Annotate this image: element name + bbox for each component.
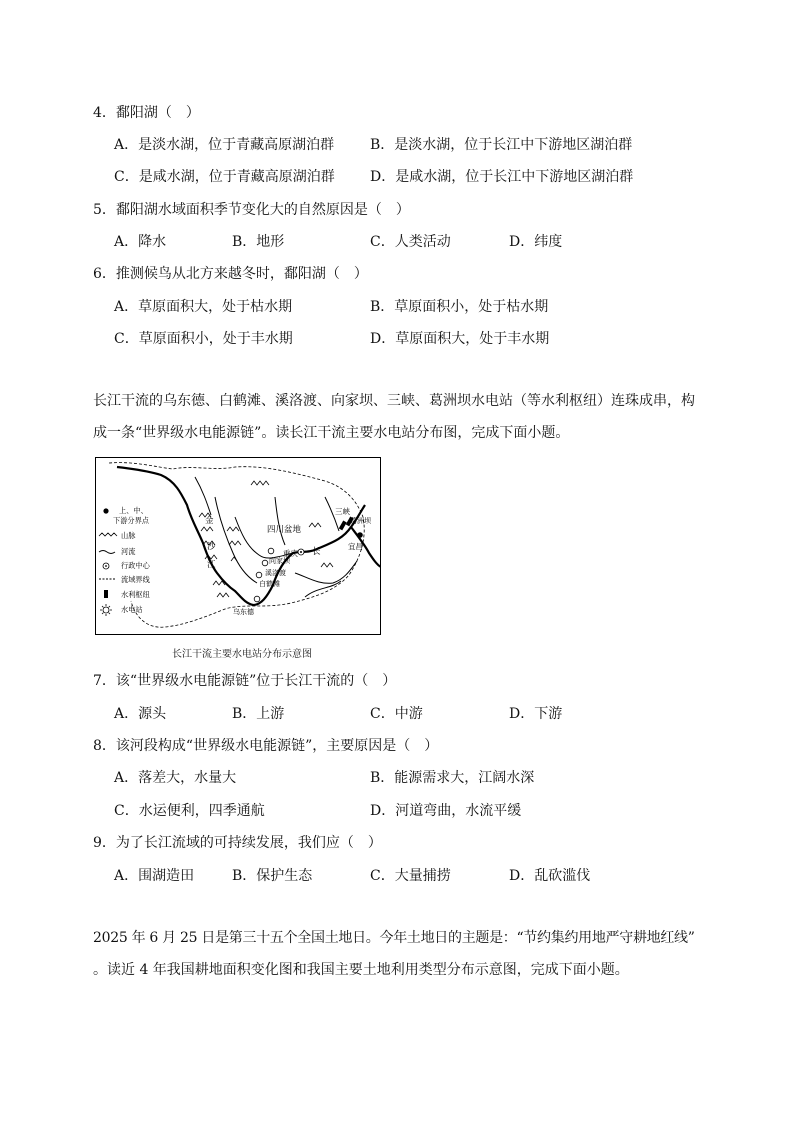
passage-land-day-line-2: 。读近 4 年我国耕地面积变化图和我国主要土地利用类型分布示意图，完成下面小题。 (93, 962, 629, 978)
question-6-option-c[interactable]: C．草原面积小，处于丰水期 (114, 331, 293, 347)
question-4-option-b[interactable]: B．是淡水湖，位于长江中下游地区湖泊群 (370, 137, 633, 153)
question-8-stem: 8．该河段构成“世界级水电能源链”，主要原因是（ ） (93, 738, 439, 754)
label-gezhouba: 葛洲坝 (350, 517, 371, 525)
station-baihetan-marker (256, 572, 262, 578)
question-4-stem: 4．鄱阳湖（ ） (93, 105, 200, 121)
passage-hydropower-line-2: 成一条“世界级水电能源链”。读长江干流主要水电站分布图，完成下面小题。 (93, 425, 570, 441)
question-9-option-a[interactable]: A．围湖造田 (114, 868, 195, 884)
question-6-option-d[interactable]: D．草原面积大，处于丰水期 (370, 331, 550, 347)
question-5-option-b[interactable]: B．地形 (232, 234, 285, 250)
question-7-option-d[interactable]: D．下游 (509, 706, 563, 722)
label-sichuan-basin: 四川盆地 (267, 525, 302, 535)
question-9-stem: 9．为了长江流域的可持续发展，我们应（ ） (93, 835, 382, 851)
question-6-option-b[interactable]: B．草原面积小，处于枯水期 (370, 299, 549, 315)
label-jiang: 江 (207, 560, 216, 570)
map-caption: 长江干流主要水电站分布示意图 (172, 649, 312, 660)
label-xiluodu: 溪洛渡 (265, 569, 286, 577)
yichang-boundary-point (357, 532, 363, 538)
legend-mountain: 山脉 (121, 531, 136, 540)
passage-land-day (93, 922, 705, 986)
legend-boundary-point-line-1: 上、中、 (119, 506, 148, 515)
station-xiangjiaba-marker (268, 548, 274, 554)
question-8-option-d[interactable]: D．河道弯曲，水流平缓 (370, 803, 522, 819)
legend-river: 河流 (121, 547, 136, 556)
legend-hydro-hub-symbol (104, 590, 108, 598)
question-4-option-d[interactable]: D．是咸水湖，位于长江中下游地区湖泊群 (370, 169, 634, 185)
passage-land-day-line-1: 2025 年 6 月 25 日是第三十五个全国土地日。今年土地日的主题是：“节约集约用地严守耕地红线” (93, 930, 695, 946)
legend-basin-boundary: 流域界线 (121, 575, 150, 584)
label-sanxia: 三峡 (335, 507, 350, 516)
yangtze-hydropower-map (95, 457, 381, 635)
label-xiangjiaba: 向家坝 (269, 557, 290, 565)
question-9-option-c[interactable]: C．大量捕捞 (370, 868, 451, 884)
label-sha: 沙 (207, 542, 216, 552)
question-8-option-b[interactable]: B．能源需求大，江阔水深 (370, 770, 535, 786)
question-9-option-b[interactable]: B．保护生态 (232, 868, 313, 884)
question-8-option-a[interactable]: A．落差大，水量大 (114, 770, 237, 786)
legend-boundary-point-symbol (103, 508, 108, 513)
question-6-option-a[interactable]: A．草原面积大，处于枯水期 (114, 299, 293, 315)
station-xiluodu-marker (262, 560, 268, 566)
legend-hydro-hub: 水利枢纽 (121, 590, 150, 599)
question-7-option-b[interactable]: B．上游 (232, 706, 285, 722)
question-7-option-a[interactable]: A．源头 (114, 706, 167, 722)
question-5-stem: 5．鄱阳湖水域面积季节变化大的自然原因是（ ） (93, 202, 410, 218)
label-chongqing: 重庆 (283, 549, 298, 558)
question-5-option-a[interactable]: A．降水 (114, 234, 167, 250)
label-jin: 金 (205, 516, 214, 526)
question-4-option-a[interactable]: A．是淡水湖，位于青藏高原湖泊群 (114, 137, 335, 153)
label-wudongde: 乌东德 (233, 608, 254, 616)
passage-hydropower (93, 385, 705, 449)
label-chang: 长 (312, 547, 321, 557)
question-9-option-d[interactable]: D．乱砍滥伐 (509, 868, 591, 884)
label-yichang: 宜昌 (348, 542, 363, 551)
question-7-stem: 7．该“世界级水电能源链”位于长江干流的（ ） (93, 673, 397, 689)
question-7-option-c[interactable]: C．中游 (370, 706, 423, 722)
station-wudongde-marker (254, 596, 260, 602)
passage-hydropower-line-1: 长江干流的乌东德、白鹤滩、溪洛渡、向家坝、三峡、葛洲坝水电站（等水利枢纽）连珠成串，构 (93, 393, 695, 409)
question-8-option-c[interactable]: C．水运便利，四季通航 (114, 803, 265, 819)
legend-hydropower-station: 水电站 (121, 605, 143, 614)
question-6-stem: 6．推测候鸟从北方来越冬时，鄱阳湖（ ） (93, 266, 368, 282)
label-baihetan: 白鹤滩 (259, 580, 280, 588)
question-5-option-c[interactable]: C．人类活动 (370, 234, 451, 250)
legend-boundary-point-line-2: 下游分界点 (113, 516, 149, 525)
legend-admin-center: 行政中心 (121, 561, 150, 570)
question-5-option-d[interactable]: D．纬度 (509, 234, 563, 250)
question-4-option-c[interactable]: C．是咸水湖，位于青藏高原湖泊群 (114, 169, 335, 185)
